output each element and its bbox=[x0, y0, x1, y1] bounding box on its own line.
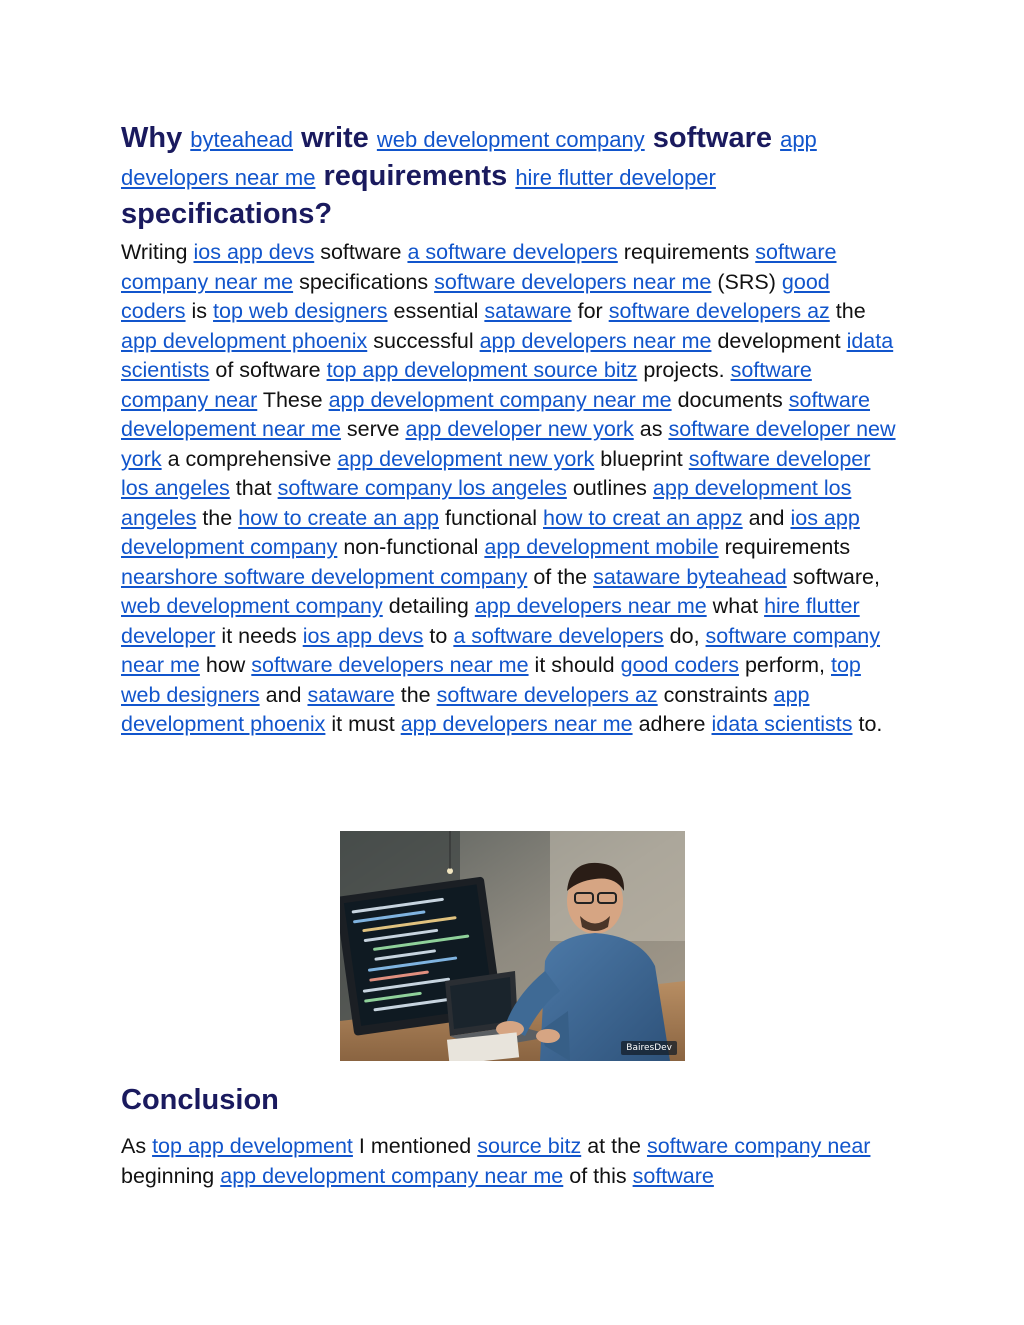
inline-link[interactable]: app development phoenix bbox=[121, 328, 368, 353]
text-run: what bbox=[712, 594, 759, 618]
inline-link[interactable]: app developers near me bbox=[400, 712, 633, 736]
text-run: of the bbox=[533, 564, 588, 589]
text-run: how bbox=[205, 653, 246, 677]
developer-photo bbox=[340, 831, 685, 1061]
inline-link[interactable]: software company near bbox=[646, 1134, 871, 1158]
text-run: it needs bbox=[221, 623, 297, 648]
text-run: development bbox=[717, 328, 841, 353]
text-run: detailing bbox=[388, 594, 469, 618]
text-run: of software bbox=[215, 358, 321, 382]
inline-link[interactable]: sataware byteahead bbox=[593, 564, 787, 589]
inline-link[interactable]: hire flutter developer bbox=[121, 594, 860, 648]
inline-link[interactable]: top web designers bbox=[121, 653, 861, 707]
inline-link[interactable]: software company near me bbox=[121, 623, 881, 677]
inline-link[interactable]: software bbox=[632, 1163, 714, 1188]
inline-link[interactable]: web development company bbox=[376, 127, 645, 152]
conclusion-paragraph bbox=[121, 1132, 896, 1191]
text-run: and bbox=[748, 505, 785, 530]
inline-link[interactable]: idata scientists bbox=[121, 328, 894, 382]
inline-link[interactable]: software company near bbox=[121, 358, 812, 412]
inline-link[interactable]: byteahead bbox=[190, 127, 294, 152]
text-run: constraints bbox=[663, 682, 768, 707]
inline-link[interactable]: app development phoenix bbox=[121, 682, 810, 736]
text-run: adhere bbox=[638, 712, 706, 736]
text-run: the bbox=[835, 299, 866, 323]
text-run: software bbox=[652, 122, 773, 154]
text-run: to. bbox=[858, 712, 883, 736]
text-run: perform, bbox=[744, 653, 826, 677]
text-run: As bbox=[121, 1134, 147, 1158]
text-run: the bbox=[202, 505, 233, 530]
text-run: (SRS) bbox=[717, 269, 776, 294]
inline-link[interactable]: hire flutter developer bbox=[515, 165, 716, 190]
inline-link[interactable]: app developers near me bbox=[121, 127, 817, 190]
text-run: blueprint bbox=[600, 446, 683, 471]
text-run: requirements bbox=[724, 535, 851, 559]
inline-link[interactable]: top app development source bitz bbox=[326, 358, 638, 382]
inline-link[interactable]: good coders bbox=[121, 269, 830, 323]
inline-link[interactable]: top web designers bbox=[213, 299, 388, 323]
inline-link[interactable]: app development mobile bbox=[484, 535, 719, 559]
text-run: specifications bbox=[299, 269, 429, 294]
photo-illustration bbox=[340, 831, 685, 1061]
inline-link[interactable]: app development new york bbox=[337, 446, 595, 471]
text-run: and bbox=[265, 682, 302, 707]
inline-link[interactable]: web development company bbox=[121, 594, 383, 618]
text-run: it must bbox=[331, 712, 395, 736]
inline-link[interactable]: app developers near me bbox=[474, 594, 707, 618]
text-run: requirements bbox=[623, 240, 750, 264]
text-run: Why bbox=[121, 122, 183, 154]
text-run: write bbox=[301, 122, 369, 154]
text-run: outlines bbox=[572, 476, 647, 500]
watermark-badge bbox=[621, 1041, 677, 1055]
inline-link[interactable]: software developer new york bbox=[121, 417, 896, 471]
text-run: projects. bbox=[643, 358, 725, 382]
inline-link[interactable]: a software developers bbox=[453, 623, 664, 648]
text-run: functional bbox=[444, 505, 538, 530]
inline-link[interactable]: a software developers bbox=[407, 240, 618, 264]
text-run: non-functional bbox=[343, 535, 479, 559]
watermark-text: BairesDev bbox=[626, 1043, 672, 1053]
main-content bbox=[121, 120, 896, 740]
text-run: for bbox=[577, 299, 603, 323]
inline-link[interactable]: top app development bbox=[152, 1134, 353, 1158]
inline-link[interactable]: idata scientists bbox=[711, 712, 853, 736]
text-run: essential bbox=[393, 299, 479, 323]
text-run: the bbox=[400, 682, 431, 707]
article-heading bbox=[121, 120, 896, 232]
inline-link[interactable]: app development company near me bbox=[328, 387, 672, 412]
inline-link[interactable]: ios app development company bbox=[121, 505, 860, 559]
inline-link[interactable]: ios app devs bbox=[193, 240, 315, 264]
body-paragraph bbox=[121, 238, 896, 740]
inline-link[interactable]: how to creat an appz bbox=[543, 505, 743, 530]
text-run: do, bbox=[669, 623, 700, 648]
text-run: at the bbox=[587, 1134, 641, 1158]
text-run: to bbox=[429, 623, 448, 648]
text-run: These bbox=[262, 387, 323, 412]
inline-link[interactable]: app developer new york bbox=[405, 417, 634, 441]
inline-link[interactable]: software company near me bbox=[121, 240, 837, 294]
inline-link[interactable]: good coders bbox=[620, 653, 739, 677]
inline-link[interactable]: software developers near me bbox=[434, 269, 712, 294]
inline-link[interactable]: app development company near me bbox=[220, 1163, 564, 1188]
text-run: requirements bbox=[323, 160, 508, 192]
inline-link[interactable]: app development los angeles bbox=[121, 476, 852, 530]
inline-link[interactable]: software developers az bbox=[608, 299, 830, 323]
text-run: successful bbox=[373, 328, 474, 353]
inline-link[interactable]: software developer los angeles bbox=[121, 446, 871, 500]
inline-link[interactable]: software company los angeles bbox=[277, 476, 567, 500]
text-run: software, bbox=[792, 564, 880, 589]
text-run: as bbox=[639, 417, 663, 441]
text-run: a comprehensive bbox=[167, 446, 332, 471]
text-run: is bbox=[191, 299, 208, 323]
text-run: serve bbox=[346, 417, 400, 441]
text-run: of this bbox=[569, 1163, 627, 1188]
inline-link[interactable]: software developement near me bbox=[121, 387, 871, 441]
inline-link[interactable]: how to create an app bbox=[238, 505, 439, 530]
text-run: Writing bbox=[121, 240, 188, 264]
inline-link[interactable]: software developers az bbox=[436, 682, 658, 707]
inline-link[interactable]: ios app devs bbox=[302, 623, 424, 648]
text-run: it should bbox=[534, 653, 615, 677]
inline-link[interactable]: app developers near me bbox=[479, 328, 712, 353]
text-run: specifications? bbox=[121, 198, 333, 230]
text-run: that bbox=[235, 476, 272, 500]
inline-link[interactable]: sataware bbox=[307, 682, 395, 707]
text-run: documents bbox=[677, 387, 783, 412]
text-run: beginning bbox=[121, 1163, 215, 1188]
inline-link[interactable]: sataware bbox=[484, 299, 572, 323]
inline-link[interactable]: nearshore software development company bbox=[121, 564, 528, 589]
conclusion-heading: Conclusion bbox=[121, 1084, 279, 1116]
text-run: software bbox=[320, 240, 402, 264]
inline-link[interactable]: software developers near me bbox=[251, 653, 529, 677]
inline-link[interactable]: source bitz bbox=[477, 1134, 582, 1158]
text-run: I mentioned bbox=[358, 1134, 472, 1158]
